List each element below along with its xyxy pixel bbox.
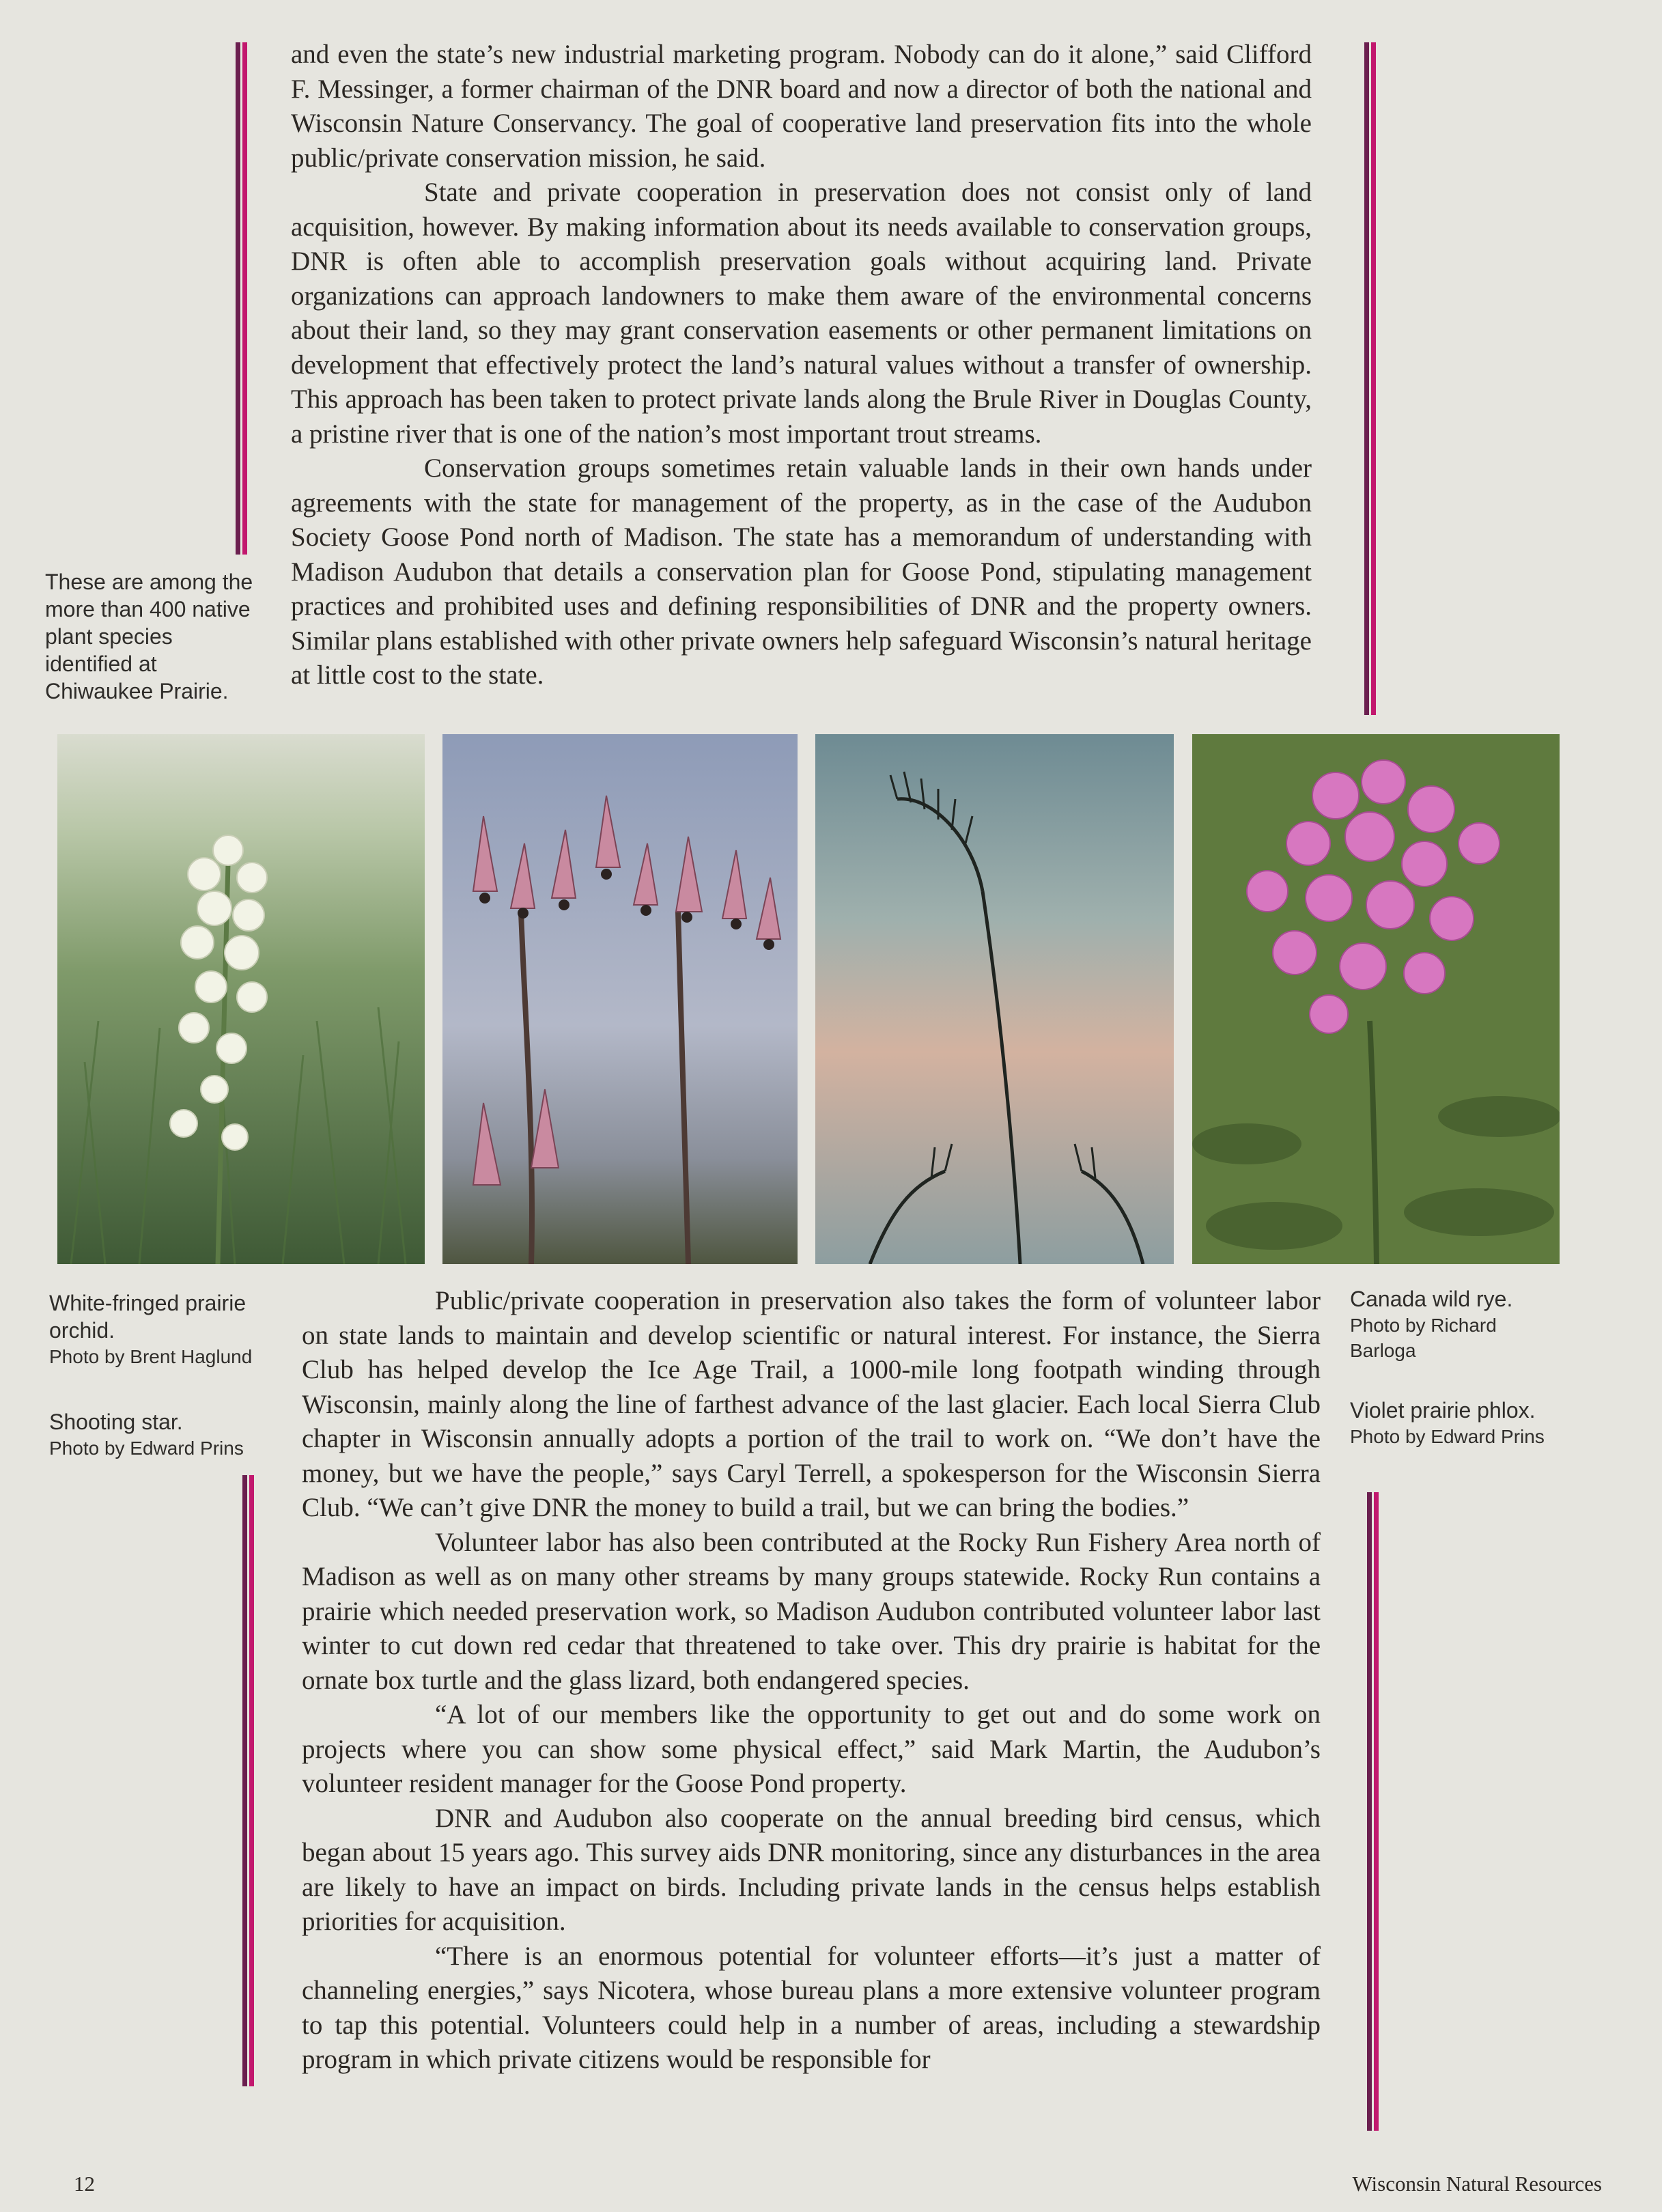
orchid-photo (57, 734, 425, 1264)
shooting-star-caption (49, 1408, 295, 1461)
caption-title: orchid. (49, 1318, 115, 1343)
caption-title: Shooting star. (49, 1410, 183, 1434)
caption-title: Violet prairie phlox. (1350, 1398, 1536, 1423)
paragraph: DNR and Audubon also cooperate on the annual breeding bird census, which began about 15 years ago. This survey aids DNR monitoring, since any disturbances in the area are likely to have an impact on birds. Including private lands in the census helps establish priorities for acquisition. (302, 1803, 1321, 1936)
left-rule-bottom (242, 1475, 255, 2086)
right-rule-top (1364, 42, 1377, 715)
caption-credit: Photo by Edward Prins (1350, 1426, 1545, 1447)
caption-title: White-fringed prairie (49, 1291, 247, 1315)
caption-line: identified at (45, 652, 157, 676)
shooting-star-photo (442, 734, 798, 1264)
paragraph: and even the state’s new industrial marketing program. Nobody can do it alone,” said Clifford F. Messinger, a former chairman of the DNR board and now a director of both the national and Wisconsin Nature Conservancy. The goal of cooperative land preservation fits into the whole public/private conservation mission, he said. (291, 40, 1312, 173)
caption-credit: Barloga (1350, 1340, 1416, 1361)
caption-credit: Photo by Edward Prins (49, 1438, 244, 1459)
caption-line: plant species (45, 624, 173, 649)
wild-rye-illustration (815, 734, 1174, 1264)
article-bottom-column (302, 1284, 1321, 2077)
orchid-caption (49, 1289, 295, 1369)
intro-caption (45, 568, 291, 705)
phlox-caption (1350, 1397, 1623, 1449)
caption-line: These are among the (45, 570, 253, 594)
page-number: 12 (74, 2172, 95, 2196)
publication-name: Wisconsin Natural Resources (1352, 2172, 1602, 2196)
left-rule-top (236, 42, 248, 555)
paragraph: State and private cooperation in preservation does not consist only of land acquisition, however. By making information about its needs available to conservation groups, DNR is often able to accomplish preservation goals without acquiring land. Private organizations can approach landowners to make them aware of the environmental concerns about their land, so they may grant conservation easements or other permanent limitations on development that effectively protect the land’s natural values without a transfer of ownership. This approach has been taken to protect private lands along the Brule River in Douglas County, a pristine river that is one of the nation’s most important trout streams. (291, 178, 1312, 449)
wild-rye-caption (1350, 1285, 1596, 1363)
phlox-illustration (1192, 734, 1560, 1264)
phlox-photo (1192, 734, 1560, 1264)
wild-rye-photo (815, 734, 1174, 1264)
caption-credit: Photo by Richard (1350, 1315, 1497, 1336)
article-top-column (291, 38, 1312, 693)
caption-line: Chiwaukee Prairie. (45, 679, 229, 703)
caption-credit: Photo by Brent Haglund (49, 1346, 253, 1367)
paragraph: “There is an enormous potential for volunteer efforts—it’s just a matter of channeling energies,” says Nicotera, whose bureau plans a more extensive volunteer program to tap this potential. Volunteers could help in a number of areas, including a stewardship program in which private citizens would be responsible for (302, 1941, 1321, 2074)
paragraph: Volunteer labor has also been contributed at the Rocky Run Fishery Area north of Madison as well as on many other streams by many groups statewide. Rocky Run contains a prairie which needed preservation work, so Madison Audubon contributed volunteer labor last winter to cut down red cedar that threatened to take over. This dry prairie is habitat for the ornate box turtle and the glass lizard, both endangered species. (302, 1527, 1321, 1695)
paragraph: “A lot of our members like the opportunity to get out and do some work on projects where you can show some physical effect,” said Mark Martin, the Audubon’s volunteer resident manager for the Goose Pond property. (302, 1700, 1321, 1798)
caption-line: more than 400 native (45, 597, 251, 621)
shooting-star-illustration (442, 734, 798, 1264)
caption-title: Canada wild rye. (1350, 1287, 1513, 1311)
paragraph: Conservation groups sometimes retain valuable lands in their own hands under agreements with the state for management of the property, as in the case of the Audubon Society Goose Pond north of Madison. The state has a memorandum of understanding with Madison Audubon that details a conservation plan for Goose Pond, stipulating management practices and prohibited uses and defining responsibilities of DNR and the property owners. Similar plans established with other private owners help safeguard Wisconsin’s natural heritage at little cost to the state. (291, 453, 1312, 690)
right-rule-bottom (1367, 1492, 1379, 2131)
orchid-illustration (57, 734, 425, 1264)
paragraph: Public/private cooperation in preservation also takes the form of volunteer labor on state lands to maintain and develop scientific or natural interest. For instance, the Sierra Club has helped develop the Ice Age Trail, a 1000-mile long footpath winding through Wisconsin, mainly along the line of farthest advance of the last glacier. Each local Sierra Club chapter in Wisconsin annually adopts a portion of the trail to work on. “We don’t have the money, but we have the people,” says Caryl Terrell, a spokesperson for the Wisconsin Sierra Club. “We can’t give DNR the money to build a trail, but we can bring the bodies.” (302, 1286, 1321, 1522)
